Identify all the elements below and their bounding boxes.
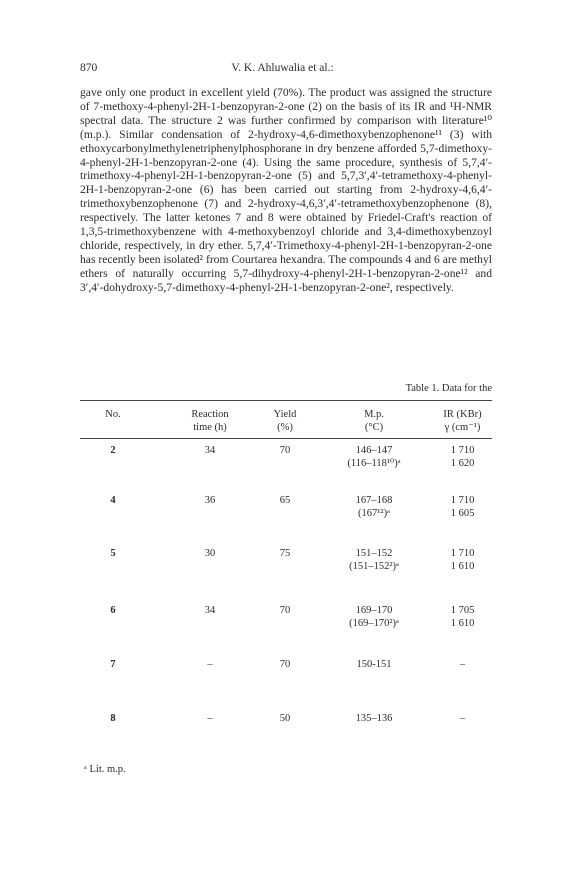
header-yield-line2: (%) <box>277 422 293 433</box>
cell-ir-2: 1 610 <box>450 561 475 572</box>
header-yield <box>245 408 325 434</box>
header-reaction <box>170 408 250 434</box>
cell-mp-value: 151–152 <box>355 548 393 559</box>
cell-time: – <box>207 713 213 724</box>
cell-time: 34 <box>204 605 216 616</box>
cell-yield: 70 <box>279 445 291 456</box>
cell-no: 2 <box>110 445 116 456</box>
cell-ir <box>420 494 505 520</box>
cell-time: 34 <box>204 445 216 456</box>
cell-yield: 70 <box>279 605 291 616</box>
cell-no: 8 <box>110 713 116 724</box>
cell-yield: 75 <box>279 548 291 559</box>
header-ir-line2: γ (cm⁻¹) <box>444 422 481 433</box>
cell-ir-1: 1 710 <box>450 495 475 506</box>
cell-no: 4 <box>110 495 116 506</box>
cell-mp <box>324 444 424 470</box>
cell-ir-1: 1 705 <box>450 605 475 616</box>
cell-no: 6 <box>110 605 116 616</box>
cell-mp-value: 167–168 <box>355 495 393 506</box>
cell-ir <box>420 604 505 630</box>
cell-mp <box>324 494 424 520</box>
table-top-rule <box>80 400 492 401</box>
cell-mp-value: 135–136 <box>355 713 393 724</box>
cell-ir-2: 1 605 <box>450 508 475 519</box>
table-caption: Table 1. Data for the <box>405 383 492 394</box>
cell-no: 7 <box>110 659 116 670</box>
header-reaction-line2: time (h) <box>193 422 227 433</box>
cell-mp-lit: (151–152²)ᵃ <box>349 561 399 572</box>
header-ir-line1: IR (KBr) <box>443 409 482 420</box>
cell-yield: 70 <box>279 659 291 670</box>
running-head: V. K. Ahluwalia et al.: <box>231 62 334 74</box>
cell-mp <box>324 658 424 671</box>
header-no: No. <box>105 409 121 420</box>
cell-yield: 65 <box>279 495 291 506</box>
cell-mp-value: 150-151 <box>356 659 392 670</box>
cell-mp <box>324 712 424 725</box>
cell-time: – <box>207 659 213 670</box>
header-reaction-line1: Reaction <box>191 409 229 420</box>
table-footnote: ᵃ Lit. m.p. <box>84 764 126 775</box>
cell-no: 5 <box>110 548 116 559</box>
header-ir <box>420 408 505 434</box>
cell-time: 36 <box>204 495 216 506</box>
cell-ir-1: – <box>459 659 466 670</box>
cell-ir-2: 1 620 <box>450 458 475 469</box>
header-mp-line1: M.p. <box>364 409 384 420</box>
cell-ir <box>420 444 505 470</box>
cell-yield: 50 <box>279 713 291 724</box>
cell-mp-lit: (169–170²)ᵃ <box>349 618 399 629</box>
cell-ir-1: 1 710 <box>450 548 475 559</box>
header-mp <box>324 408 424 434</box>
cell-mp-value: 146–147 <box>355 445 393 456</box>
cell-mp-lit: (167¹²)ᵃ <box>358 508 390 519</box>
page-number: 870 <box>80 62 98 74</box>
table-header-rule <box>80 438 492 439</box>
cell-mp <box>324 604 424 630</box>
cell-time: 30 <box>204 548 216 559</box>
cell-mp <box>324 547 424 573</box>
cell-ir <box>420 712 505 725</box>
cell-ir-2: 1 610 <box>450 618 475 629</box>
header-yield-line1: Yield <box>273 409 297 420</box>
cell-ir <box>420 547 505 573</box>
body-text <box>80 86 492 295</box>
paragraph: gave only one product in excellent yield (70%). The product was assigned the structure of 7-methoxy-4-phenyl-2H-1-benzopyran-2-one (2) on the basis of its IR and ¹H-NMR spectral data. The structure 2 was further confirmed by comparison with literature¹⁰ (m.p.). Similar condensation of 2-hydroxy-4,6-dimethoxybenzophenone¹¹ (3) with ethoxycarbonylmethylenetriphenylphosphorane in dry benzene afforded 5,7-dimethoxy-4-phenyl-2H-1-benzopyran-2-one (4). Using the same procedure, synthesis of 5,7,4′-trimethoxy-4-phenyl-2H-1-benzopyran-2-one (5) and 5,7,3′,4′-tetramethoxy-4-phenyl-2H-1-benzopyran-2-one (6) has been carried out starting from 2-hydroxy-4,6,4′-trimethoxybenzophenone (7) and 2-hydroxy-4,6,3′,4′-tetramethoxybenzophenone (8), respectively. The latter ketones 7 and 8 were obtained by Friedel-Craft's reaction of 1,3,5-trimethoxybenzene with 4-methoxybenzoyl chloride and 3,4-dimethoxybenzoyl chloride, respectively, in dry ether. 5,7,4′-Trimethoxy-4-phenyl-2H-1-benzopyran-2-one has recently been isolated² from Courtarea hexandra. The compounds 4 and 6 are methyl ethers of naturally occurring 5,7-dihydroxy-4-phenyl-2H-1-benzopyran-2-one¹² and 3′,4′-dohydroxy-5,7-dimethoxy-4-phenyl-2H-1-benzopyran-2-one², respectively. <box>80 86 492 294</box>
cell-mp-value: 169–170 <box>355 605 393 616</box>
header-mp-line2: (°C) <box>364 422 384 433</box>
cell-mp-lit: (116–118¹⁰)ᵃ <box>347 458 401 469</box>
cell-ir-1: 1 710 <box>450 445 475 456</box>
cell-ir-1: – <box>459 713 466 724</box>
cell-ir <box>420 658 505 671</box>
